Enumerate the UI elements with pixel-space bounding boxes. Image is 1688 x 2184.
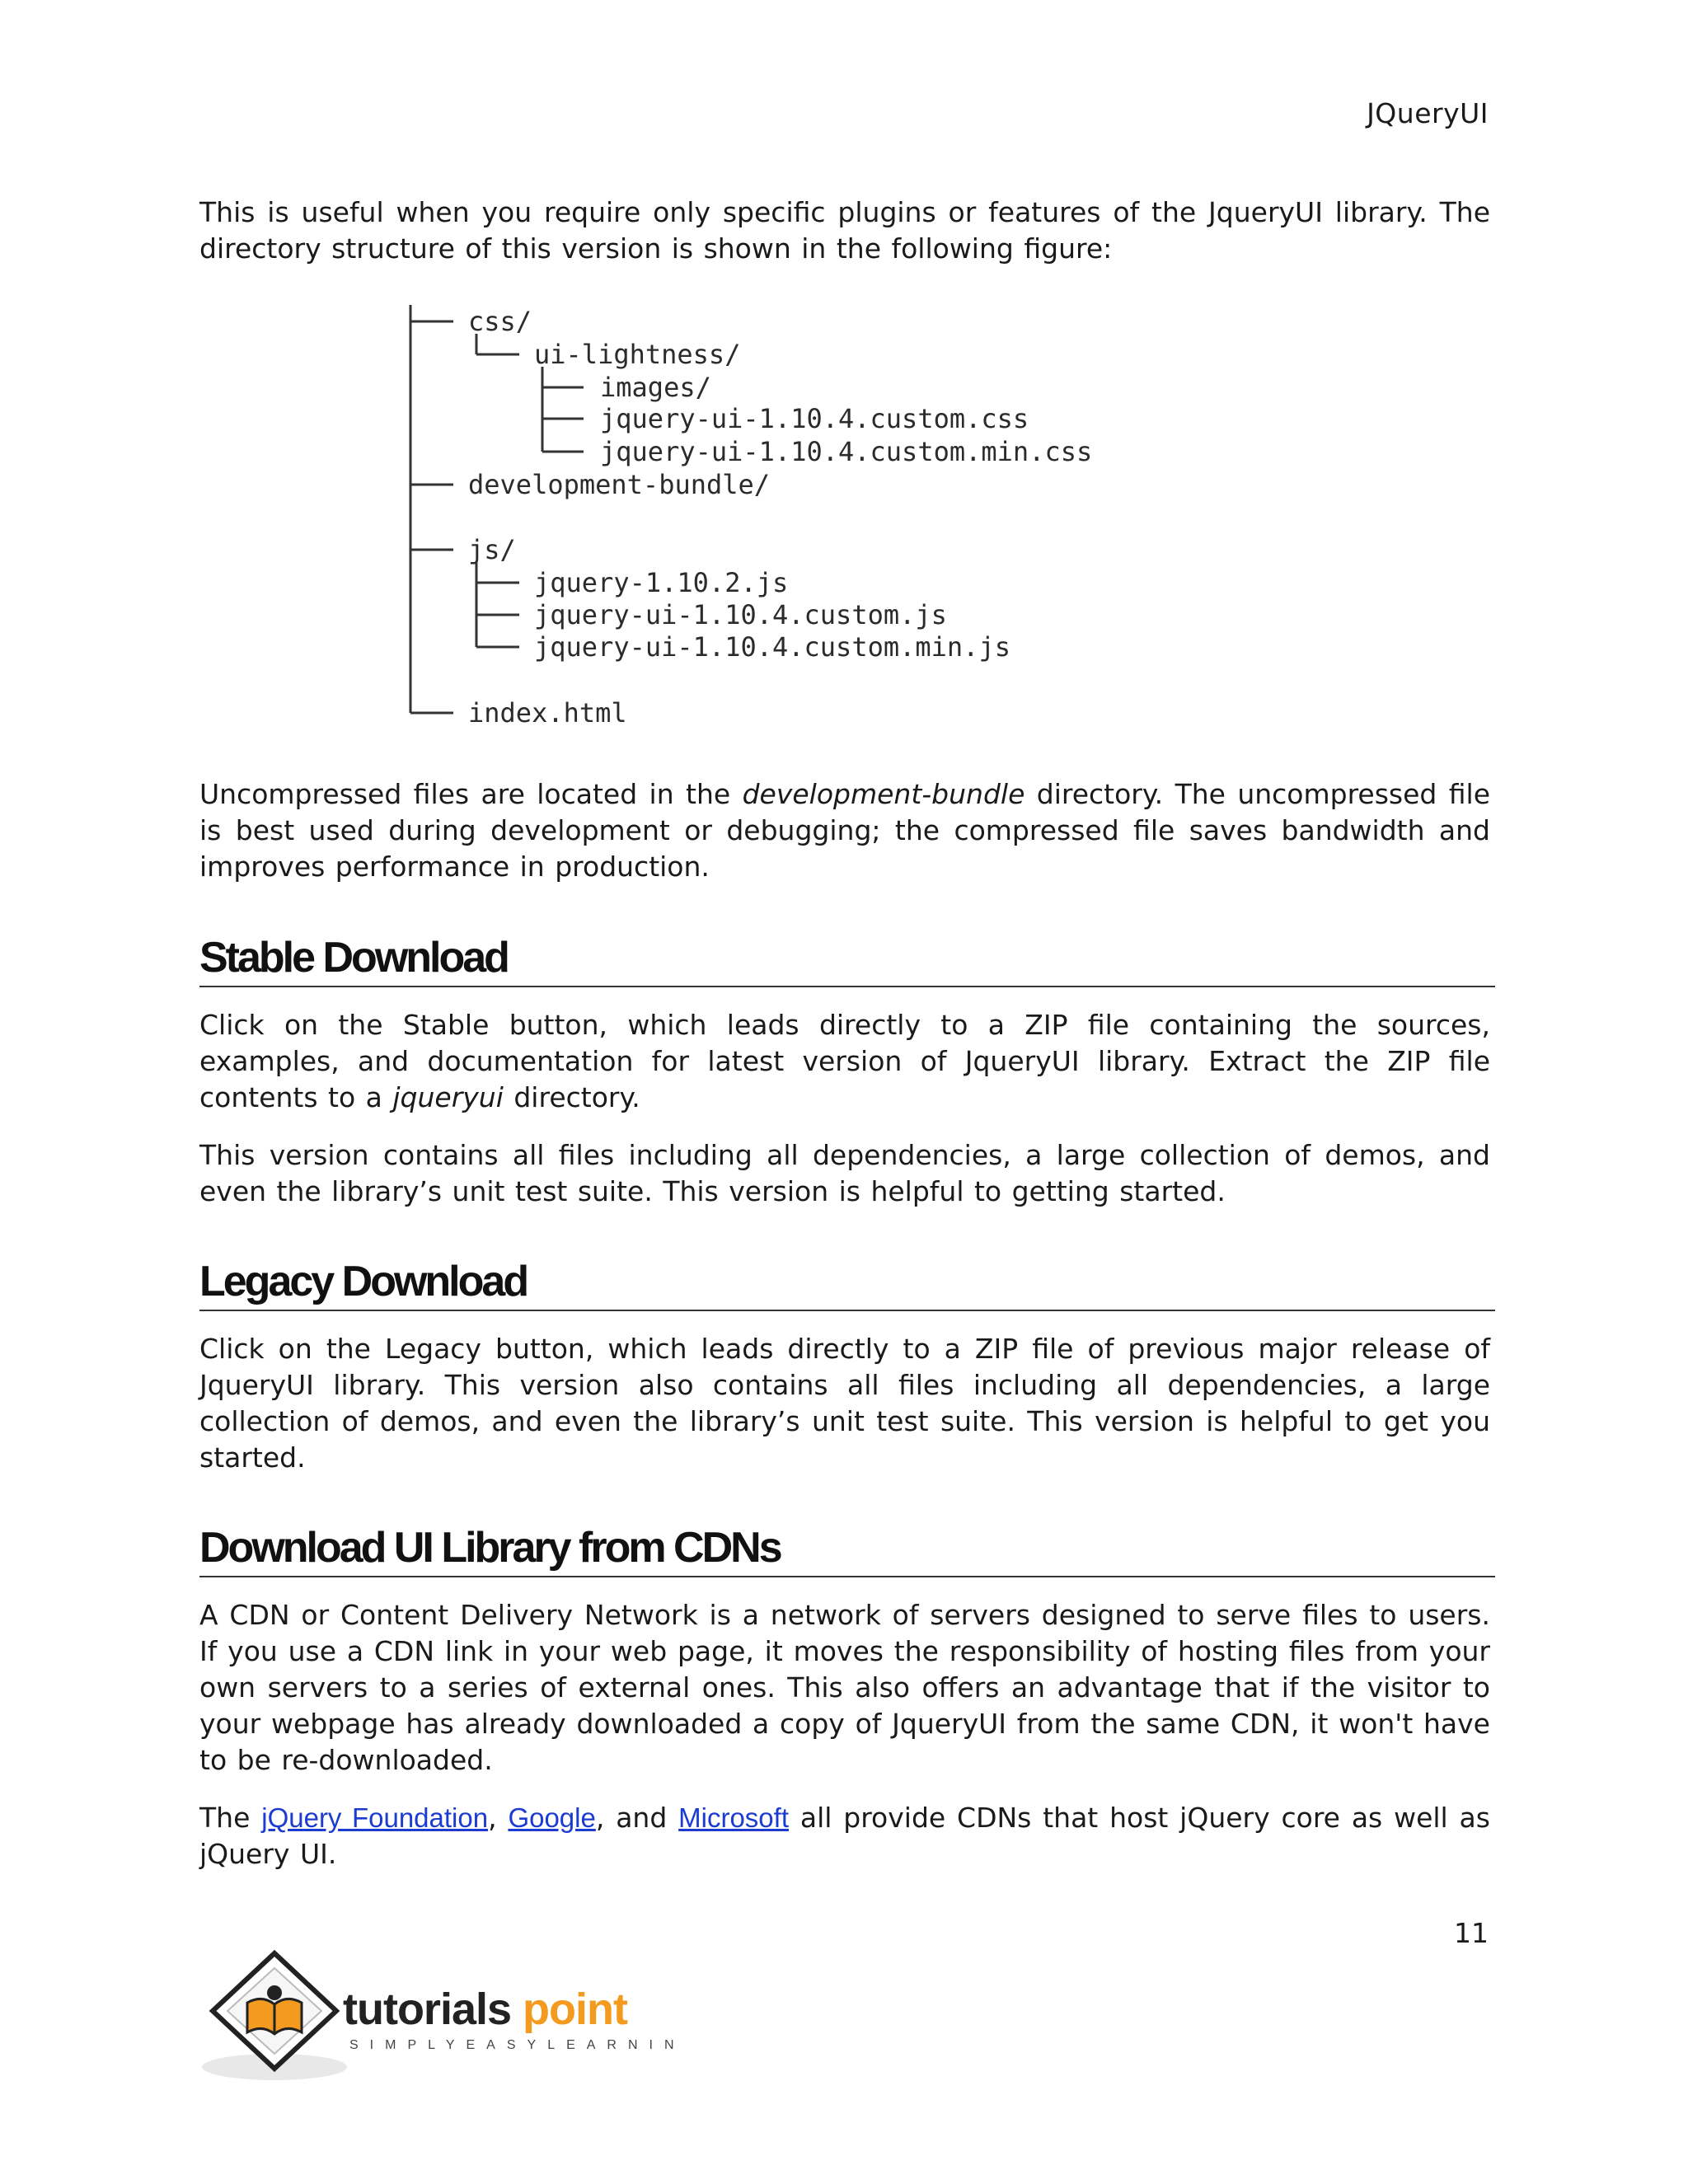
tree-item-jquery-js: jquery-1.10.2.js <box>534 567 789 598</box>
intro-paragraph: This is useful when you require only specific plugins or features of the JqueryUI library. The directory structure of this version is shown in the following figure: <box>199 196 1490 265</box>
tutorialspoint-logo <box>196 1943 674 2092</box>
cdn-heading: Download UI Library from CDNs <box>199 1523 1495 1577</box>
legacy-paragraph: Click on the Legacy button, which leads directly to a ZIP file of previous major release of JqueryUI library. This version also contains all files including all dependencies, a large collection of demos, and even the library’s unit test suite. This version is helpful to get you started. <box>199 1333 1490 1474</box>
uncompressed-paragraph: Uncompressed files are located in the development-bundle directory. The uncompressed file is best used during development or debugging; the compressed file saves bandwidth and improves performance in production. <box>199 778 1491 883</box>
page-number: 11 <box>1454 1917 1489 1949</box>
header-title: JQueryUI <box>1367 97 1489 129</box>
tree-item-jquery-ui-custom-js: jquery-ui-1.10.4.custom.js <box>534 599 947 630</box>
stable-download-heading: Stable Download <box>199 933 1495 987</box>
logo-tagline: SIMPLYEASYLEARNING <box>349 2038 674 2052</box>
legacy-download-heading: Legacy Download <box>199 1257 1495 1311</box>
stable-paragraph-2: This version contains all files including all dependencies, a large collection of demos, and even the library’s unit test suite. This version is helpful to getting started. <box>199 1139 1490 1207</box>
tutorialspoint-logo-graphic <box>196 1943 674 2092</box>
cdn-paragraph-2: The jQuery Foundation, Google, and Microsoft all provide CDNs that host jQuery core as well as jQuery UI. <box>199 1802 1490 1870</box>
tree-item-images: images/ <box>600 372 711 403</box>
tree-item-ui-lightness: ui-lightness/ <box>534 339 741 370</box>
jquery-foundation-link[interactable]: jQuery Foundation <box>261 1802 489 1833</box>
tree-item-js: js/ <box>468 534 516 565</box>
logo-text-tutorials: tutorials <box>343 1985 512 2034</box>
directory-tree-diagram <box>404 297 1129 742</box>
directory-tree-figure <box>404 297 1129 742</box>
logo-text-point: point <box>523 1985 627 2034</box>
google-link[interactable]: Google <box>508 1802 596 1833</box>
tree-item-custom-min-css: jquery-ui-1.10.4.custom.min.css <box>600 436 1093 467</box>
tree-item-jquery-ui-custom-min-js: jquery-ui-1.10.4.custom.min.js <box>534 631 1010 663</box>
tree-item-index-html: index.html <box>468 697 627 729</box>
cdn-paragraph-1: A CDN or Content Delivery Network is a network of servers designed to serve files to users. If you use a CDN link in your web page, it moves the responsibility of hosting files from your own servers to a series of external ones. This also offers an advantage that if the visitor to your webpage has already downloaded a copy of JqueryUI from the same CDN, it won't have to be re-downloaded. <box>199 1599 1490 1776</box>
tree-item-development-bundle: development-bundle/ <box>468 469 771 500</box>
stable-paragraph-1: Click on the Stable button, which leads directly to a ZIP file containing the sources, examples, and documentation for latest version of JqueryUI library. Extract the ZIP file contents to a jqueryui directory. <box>199 1009 1490 1113</box>
tree-item-custom-css: jquery-ui-1.10.4.custom.css <box>600 403 1029 434</box>
microsoft-link[interactable]: Microsoft <box>678 1802 789 1833</box>
tree-item-css: css/ <box>468 306 532 337</box>
